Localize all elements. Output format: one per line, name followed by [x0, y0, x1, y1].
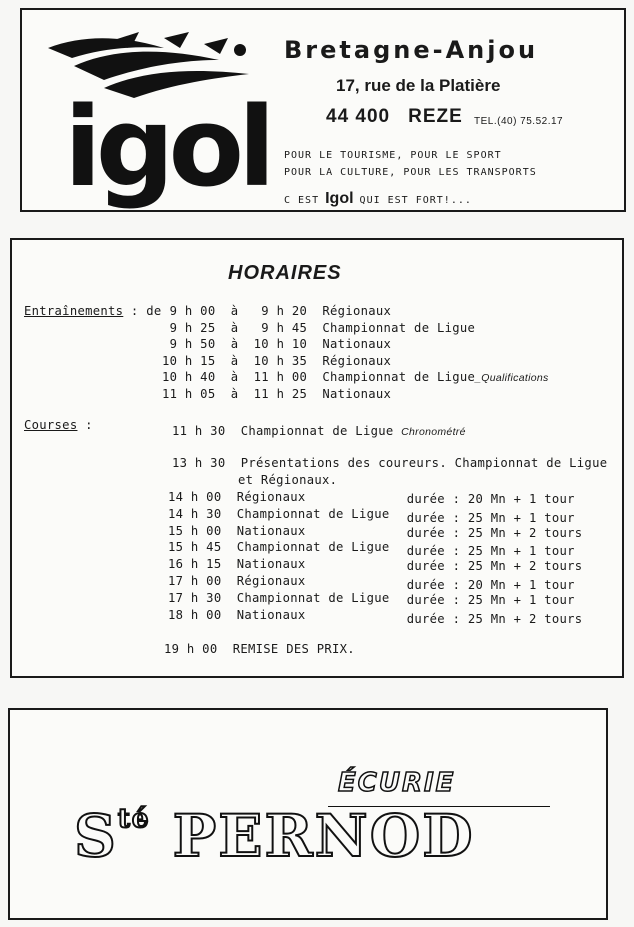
training-start: 9 h 00 [162, 304, 216, 318]
training-note: _Qualifications [475, 372, 549, 384]
city: REZE [408, 106, 463, 127]
training-category: Nationaux [322, 337, 392, 351]
prize-text: REMISE DES PRIX. [232, 642, 355, 656]
pernod-wordmark [74, 802, 475, 870]
race-time: 15 h 00 [168, 523, 222, 538]
training-start: 10 h 40 [162, 370, 216, 384]
presentation-row [172, 456, 607, 470]
postcode: 44 400 [326, 106, 391, 127]
street-address: 17, rue de la Platière [336, 76, 501, 95]
race-category: Championnat de Ligue [236, 540, 390, 555]
training-row: 9 h 50 à 10 h 10 Nationaux [162, 337, 392, 351]
race-duration: durée : 25 Mn + 2 tours [406, 611, 583, 626]
training-end: 9 h 20 [253, 304, 308, 318]
training-label-row [24, 304, 161, 318]
training-start: 9 h 50 [162, 337, 216, 351]
slogan-line-1: POUR LE TOURISME, POUR LE SPORT [284, 150, 502, 161]
tagline-brand: Igol [325, 190, 354, 207]
schedule-title: HORAIRES [228, 262, 342, 284]
race-category: Championnat de Ligue [236, 590, 390, 605]
race-time: 17 h 00 [168, 574, 222, 588]
race-row [168, 607, 583, 626]
chrono-time: 11 h 30 [172, 424, 226, 438]
race-duration: durée : 25 Mn + 1 tour [406, 544, 575, 559]
chrono-note: Chronométré [401, 426, 466, 438]
prize-time: 19 h 00 [164, 642, 218, 656]
training-end: 11 h 00 [253, 370, 308, 384]
race-category: Championnat de Ligue [236, 506, 390, 521]
tagline [284, 190, 472, 208]
race-time: 14 h 00 [168, 490, 222, 504]
training-row: 11 h 05 à 11 h 25 Nationaux [162, 386, 392, 401]
igol-advertisement [20, 8, 626, 212]
race-row [168, 490, 575, 504]
telephone: TEL.(40) 75.52.17 [474, 116, 564, 127]
race-duration: durée : 20 Mn + 1 tour [406, 578, 575, 592]
courses-prefix: : [77, 418, 93, 432]
pernod-advertisement [8, 708, 608, 920]
prize-row [164, 642, 355, 656]
tagline-after: QUI EST FORT!... [359, 195, 472, 206]
training-start: 10 h 15 [162, 353, 216, 368]
training-start: 11 h 05 [162, 386, 216, 401]
chrono-row [172, 424, 466, 438]
race-duration: durée : 25 Mn + 2 tours [406, 559, 583, 574]
slogan-line-2: POUR LA CULTURE, POUR LES TRANSPORTS [284, 167, 537, 178]
training-row: 10 h 40 à 11 h 00 Championnat de Ligue_Qualifications [162, 370, 549, 384]
race-row [168, 540, 575, 559]
race-row [168, 524, 582, 538]
training-row: 10 h 15 à 10 h 35 Régionaux [162, 353, 392, 368]
race-category: Nationaux [236, 523, 306, 538]
race-time: 16 h 15 [168, 557, 222, 572]
race-time: 15 h 45 [168, 540, 222, 555]
training-category: Championnat de Ligue [322, 320, 476, 335]
presentation-line-2: et Régionaux. [238, 473, 338, 487]
training-end: 10 h 35 [253, 353, 308, 368]
ecurie-text: ÉCURIE [338, 768, 456, 798]
ste-letter: S [74, 802, 118, 870]
race-category: Nationaux [236, 607, 306, 622]
ste-superscript: té [117, 804, 151, 834]
race-duration: durée : 25 Mn + 1 tour [406, 592, 575, 607]
training-row: 9 h 00 à 9 h 20 Régionaux [162, 304, 392, 318]
training-end: 10 h 10 [253, 337, 308, 351]
tagline-before: C EST [284, 195, 320, 206]
training-row: 9 h 25 à 9 h 45 Championnat de Ligue [162, 320, 476, 335]
training-category: Nationaux [322, 386, 392, 401]
race-row [168, 574, 575, 592]
brand-name: Bretagne-Anjou [284, 36, 539, 64]
pernod-name: PERNOD [172, 802, 475, 870]
presentation-time: 13 h 30 [172, 456, 226, 470]
race-duration: durée : 25 Mn + 1 tour [406, 510, 575, 525]
race-time: 14 h 30 [168, 506, 222, 521]
training-category: Régionaux [322, 353, 392, 368]
race-time: 17 h 30 [168, 590, 222, 605]
postcode-city [326, 106, 463, 128]
training-category: Régionaux [322, 304, 392, 318]
chrono-category: Championnat de Ligue [240, 424, 394, 438]
race-row [168, 506, 575, 525]
race-duration: durée : 20 Mn + 1 tour [406, 492, 575, 506]
training-label: Entraînements [24, 304, 124, 318]
race-duration: durée : 25 Mn + 2 tours [406, 525, 583, 540]
training-start: 9 h 25 [162, 320, 216, 335]
race-category: Régionaux [236, 574, 306, 588]
training-prefix: : de [123, 304, 162, 318]
race-category: Régionaux [236, 490, 306, 504]
schedule-box [10, 238, 624, 678]
training-category: Championnat de Ligue [322, 370, 476, 384]
presentation-line-1: Présentations des coureurs. Championnat de Ligue [240, 456, 608, 470]
training-end: 11 h 25 [253, 386, 308, 401]
race-row [168, 591, 575, 605]
courses-label: Courses [24, 418, 78, 432]
courses-label-row [24, 418, 93, 432]
race-category: Nationaux [236, 557, 306, 572]
igol-logo-text: igol [64, 83, 270, 211]
igol-logo [44, 30, 270, 211]
race-row [168, 557, 583, 574]
race-time: 18 h 00 [168, 607, 222, 622]
training-end: 9 h 45 [253, 320, 308, 335]
